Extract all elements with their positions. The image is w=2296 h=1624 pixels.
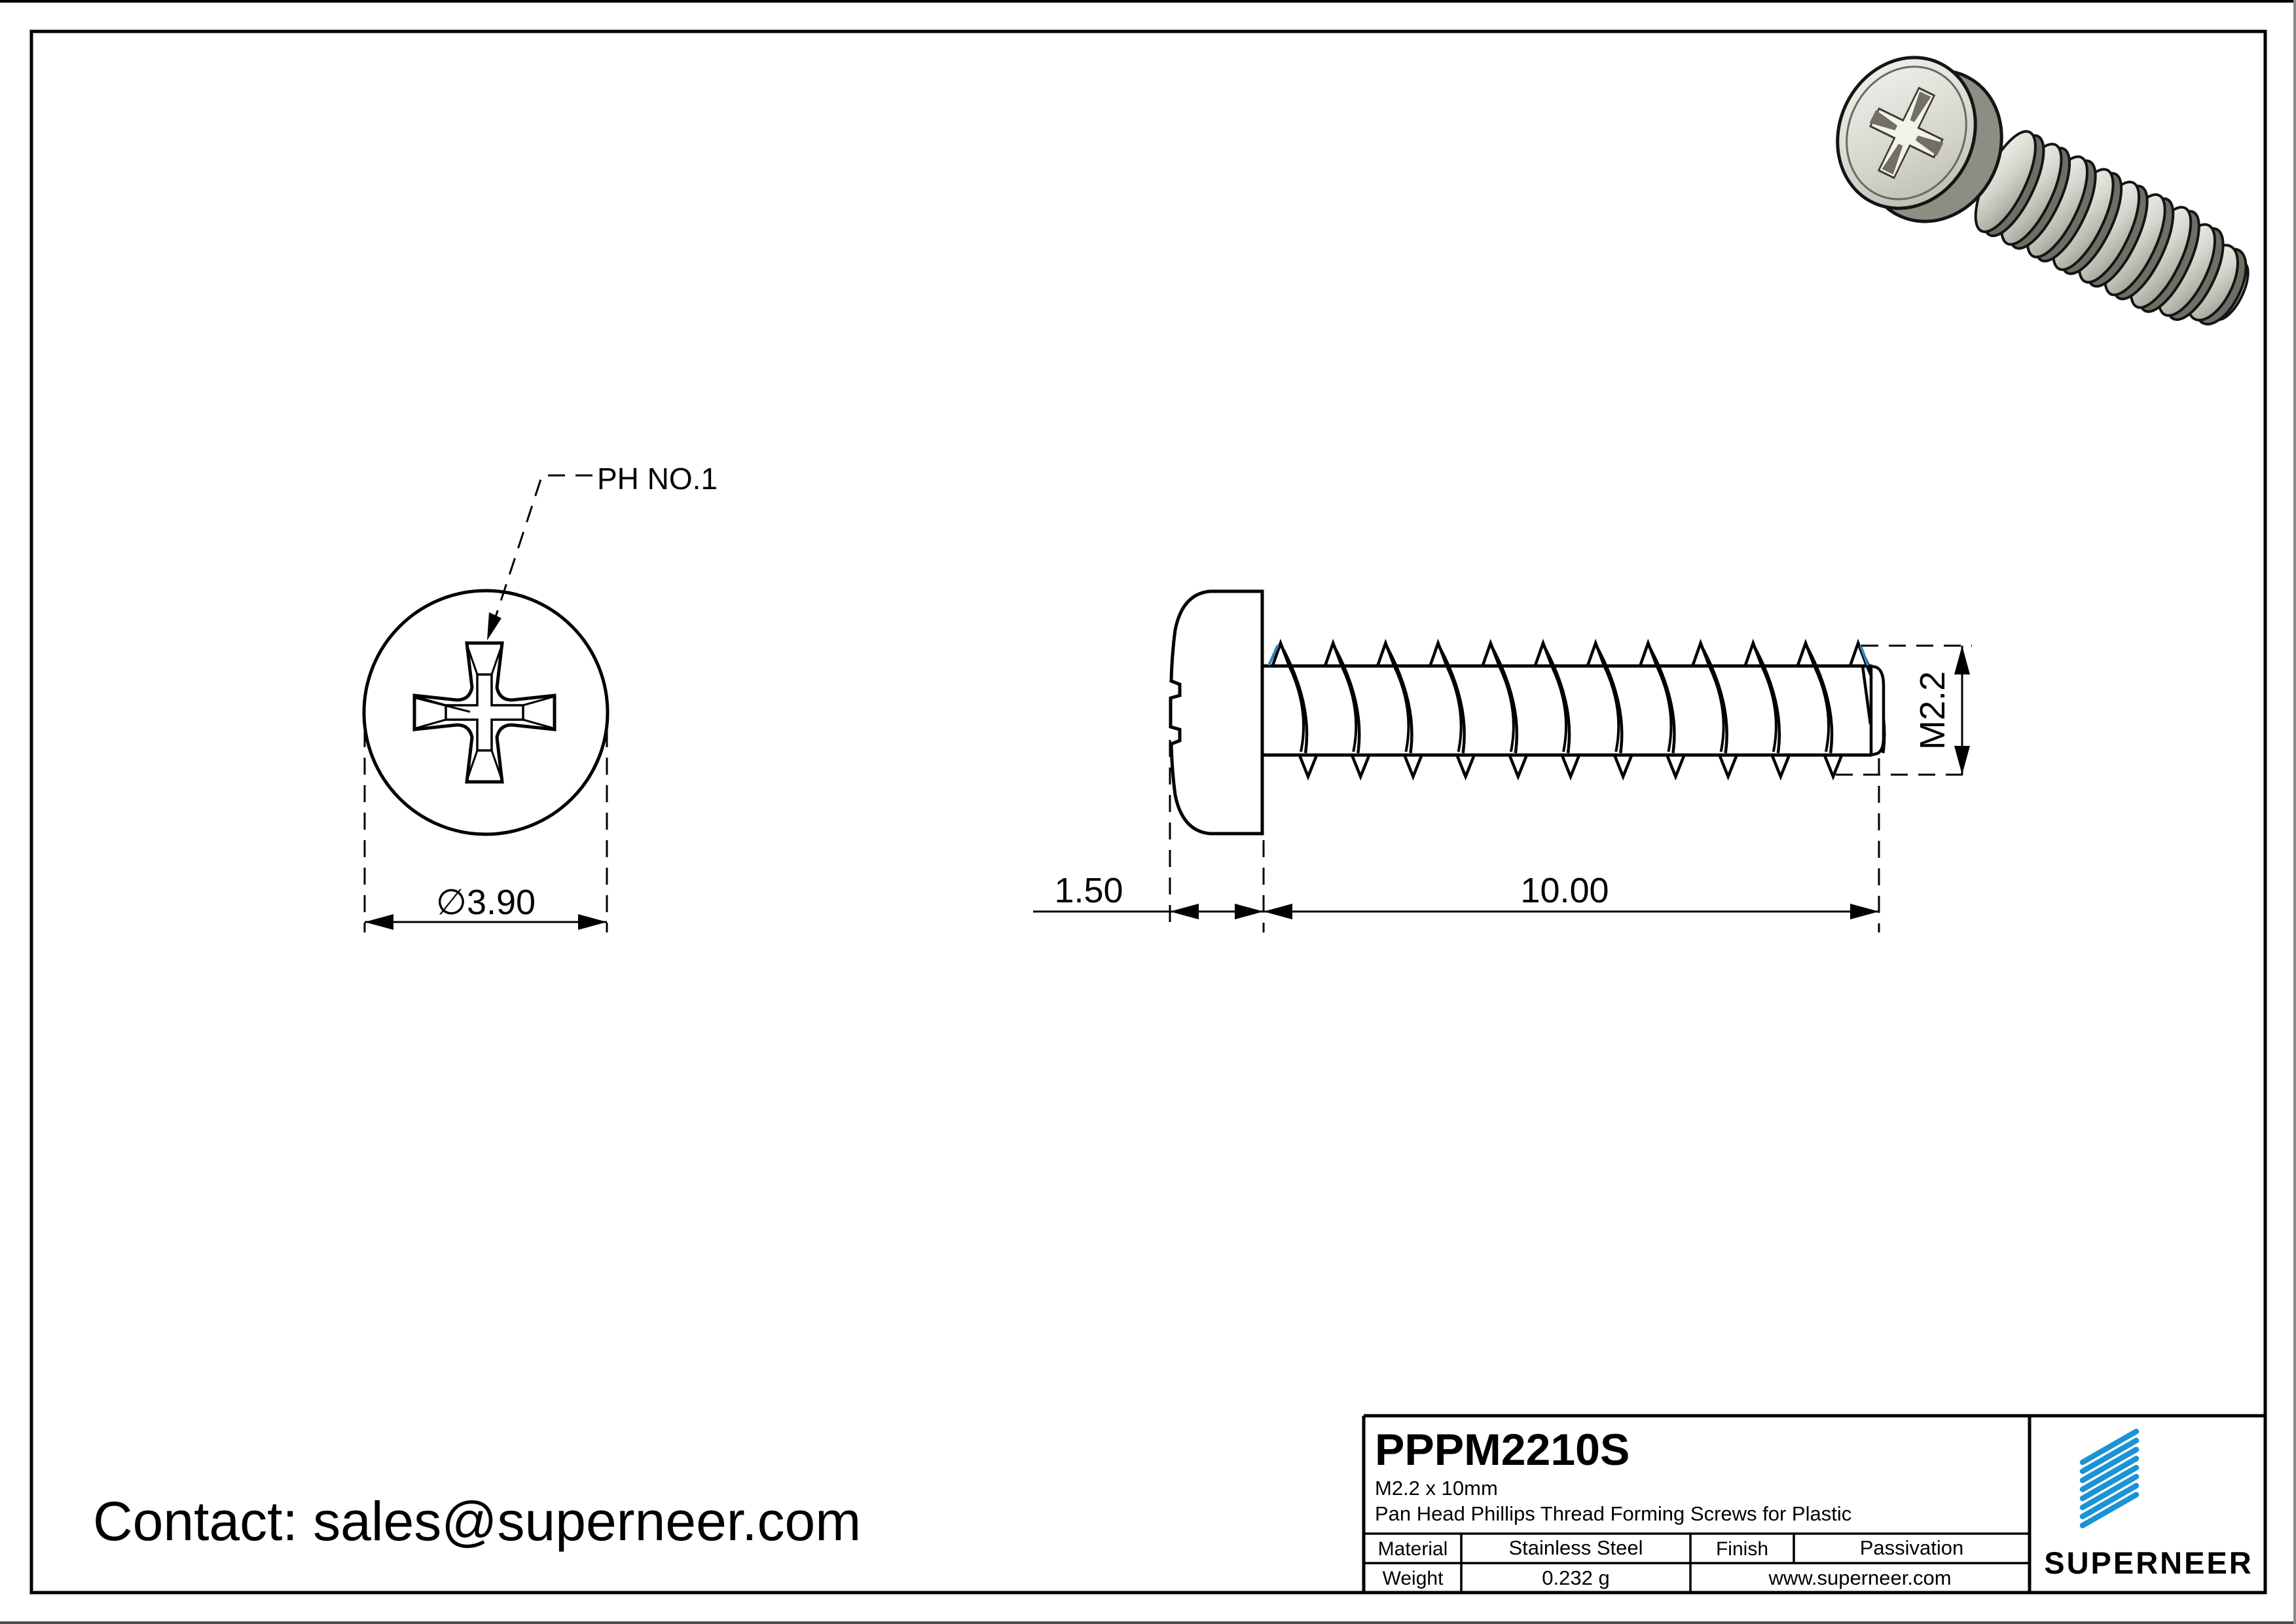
thread-crest-bottom: [1509, 754, 1527, 777]
thread-crest-bottom: [1772, 754, 1790, 777]
thread-crest-bottom: [1666, 754, 1685, 777]
head-profile: [1171, 591, 1262, 834]
head-diameter-text: ∅3.90: [435, 883, 536, 922]
length-dimensions: [1033, 740, 1879, 932]
dim-arrow: [1850, 904, 1879, 919]
website-link: www.superneer.com: [1768, 1566, 1952, 1589]
dim-arrow: [1954, 746, 1970, 775]
part-number: PPPM2210S: [1375, 1425, 1630, 1475]
brand-name: SUPERNEER: [2044, 1545, 2253, 1580]
recess-label: PH NO.1: [597, 462, 718, 496]
screw-3d-render: [1813, 34, 2257, 331]
brand-logo-stripes-icon: [2083, 1431, 2136, 1526]
thread-crest-bottom: [1719, 754, 1738, 777]
dim-arrow: [1264, 904, 1292, 919]
material-value: Stainless Steel: [1508, 1536, 1643, 1559]
dim-arrow: [578, 914, 607, 930]
right-edge-strip: [2293, 0, 2296, 1624]
dim-arrow: [365, 914, 393, 930]
finish-label: Finish: [1715, 1538, 1769, 1560]
thread-crest-bottom: [1824, 754, 1842, 777]
bottom-edge-strip: [0, 1621, 2296, 1624]
thread-crest-bottom: [1457, 754, 1475, 777]
title-block: [1364, 1416, 2265, 1593]
thread-crest-bottom: [1299, 754, 1317, 777]
head-top-view: [364, 462, 718, 932]
sheet-frame: [31, 31, 2265, 1593]
finish-value: Passivation: [1859, 1536, 1964, 1559]
thread-length-text: 10.00: [1520, 871, 1609, 910]
thread-crest-bottom: [1614, 754, 1632, 777]
dim-arrow: [1235, 904, 1264, 919]
top-edge-strip: [0, 0, 2296, 3]
screw-tip-cap: [1871, 666, 1884, 755]
contact-line: Contact: sales@superneer.com: [93, 1490, 862, 1552]
thread-size-text: M2.2: [1913, 671, 1952, 750]
thread-crest-bottom: [1351, 754, 1370, 777]
dim-arrow: [1954, 646, 1970, 674]
side-view: [1033, 591, 1972, 932]
description: Pan Head Phillips Thread Forming Screws for Plastic: [1375, 1502, 1852, 1525]
head-height-text: 1.50: [1054, 871, 1123, 910]
dim-arrow: [1170, 904, 1199, 919]
thread-crest-bottom: [1404, 754, 1422, 777]
material-label: Material: [1377, 1538, 1448, 1560]
size-line: M2.2 x 10mm: [1375, 1477, 1498, 1500]
weight-value: 0.232 g: [1542, 1566, 1610, 1589]
thread-crest-bottom: [1561, 754, 1580, 777]
weight-label: Weight: [1382, 1568, 1444, 1589]
